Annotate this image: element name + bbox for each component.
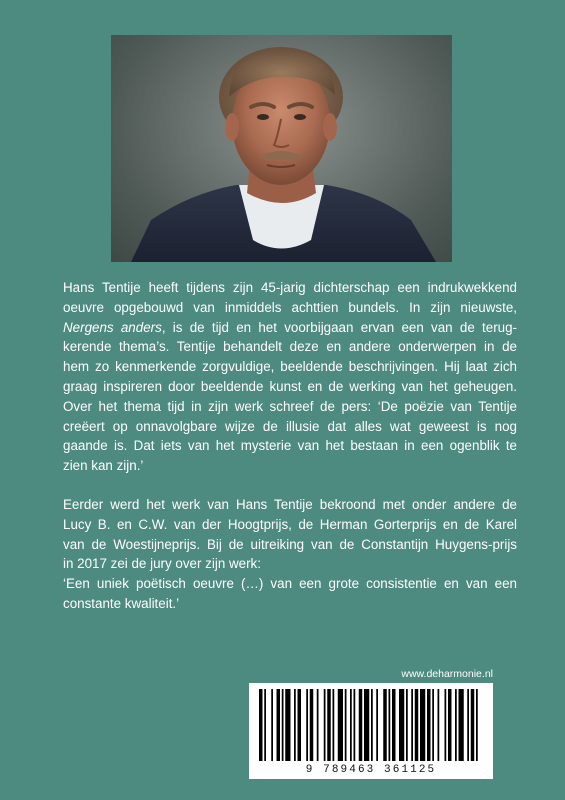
blurb-line: Eerder werd het werk van Hans Tentije bekroond met onder andere de: [63, 497, 517, 512]
barcode-bar: [324, 689, 326, 761]
blurb-line: kerende thema’s. Tentije behandelt deze en andere onderwerpen in de: [63, 339, 517, 355]
barcode-bar: [438, 689, 440, 761]
barcode-bar: [411, 689, 413, 761]
barcode-bar: [455, 689, 457, 761]
barcode-bar: [415, 689, 419, 761]
barcode-bar: [259, 689, 263, 761]
barcode-bar: [298, 689, 302, 761]
publisher-url: www.deharmonie.nl: [401, 668, 493, 680]
barcode-bar: [467, 689, 469, 761]
barcode-bar: [285, 689, 290, 761]
barcode-bar: [371, 689, 373, 761]
blurb-paragraph-2: [63, 495, 517, 574]
barcode-bar: [333, 689, 335, 761]
jury-quote: [63, 574, 517, 614]
blurb-line: ‘Een uniek poëtisch oeuvre (…) van een grote consistentie en van een: [63, 576, 517, 592]
barcode-bar: [432, 689, 434, 761]
isbn-barcode: [249, 683, 493, 779]
barcode-bar: [364, 689, 369, 761]
blurb-line: hem zo kenmerkende zorgvuldige, beeldende beschrijvingen. Hij laat zich: [63, 359, 517, 375]
barcode-bar: [310, 689, 314, 761]
blurb-line: van de Woestijneprijs. Bij de uitreiking van de Constantijn Huygens-prijs: [63, 536, 517, 552]
barcode-bar: [359, 689, 363, 761]
barcode-bar: [345, 689, 347, 761]
barcode-bar: [383, 689, 387, 761]
barcode-bar: [389, 689, 391, 761]
blurb-line: oeuvre opgebouwd van inmiddels achttien bundels. In zijn nieuwste,: [63, 299, 517, 315]
barcode-bar: [476, 689, 478, 761]
barcode-bar: [392, 689, 396, 761]
barcode-bar: [427, 689, 431, 761]
barcode-bar: [448, 689, 452, 761]
barcode-bar: [271, 689, 273, 761]
blurb-line: [63, 318, 517, 338]
blurb-line: Over het thema tijd in zijn werk schreef de pers: ‘De poëzie van Tentije: [63, 398, 517, 414]
author-portrait-image: [111, 35, 452, 262]
barcode-bar: [376, 689, 378, 761]
barcode-bars: [259, 689, 483, 761]
barcode-bar: [338, 689, 343, 761]
blurb-line: in 2017 zei de jury over zijn werk:: [63, 556, 261, 572]
blurb-line: zien kan zijn.’: [63, 458, 144, 474]
blurb-line: Lucy B. en C.W. van der Hoogtprijs, de Herman Gorterprijs en de Karel: [63, 516, 517, 532]
barcode-bar: [282, 689, 284, 761]
barcode-bar: [420, 689, 425, 761]
blurb-line: graag inspireren door beeldende kunst en de werking van het geheugen.: [63, 378, 517, 394]
author-photo: [111, 35, 452, 262]
barcode-bar: [327, 689, 331, 761]
barcode-bar: [277, 689, 281, 761]
blurb-text: [63, 278, 517, 614]
barcode-bar: [264, 689, 266, 761]
barcode-bar: [354, 689, 356, 761]
barcode-bar: [445, 689, 447, 761]
blurb-line: gaande is. Dat iets van het mysterie van het bestaan in een ogenblik te: [63, 438, 517, 454]
barcode-bar: [294, 689, 296, 761]
blurb-paragraph-1: [63, 278, 517, 495]
blurb-line-rest: , is de tijd en het voorbijgaan ervan een van de terug-: [161, 319, 518, 335]
barcode-digits: 9 789463 361125: [305, 764, 437, 776]
blurb-line: Hans Tentije heeft tijdens zijn 45-jarig dichterschap een indrukwekkend: [63, 280, 517, 295]
barcode-bar: [350, 689, 352, 761]
barcode-bar: [306, 689, 308, 761]
blurb-line: constante kwaliteit.’: [63, 595, 180, 611]
barcode-bar: [459, 689, 464, 761]
blurb-line: creëert op onnavolgbare wijze de illusie dat alles wat geweest is nog: [63, 418, 517, 434]
barcode-bar: [406, 689, 408, 761]
barcode-bar: [471, 689, 475, 761]
barcode-bar: [399, 689, 404, 761]
book-title: Nergens anders: [63, 319, 162, 335]
barcode-bar: [317, 689, 319, 761]
